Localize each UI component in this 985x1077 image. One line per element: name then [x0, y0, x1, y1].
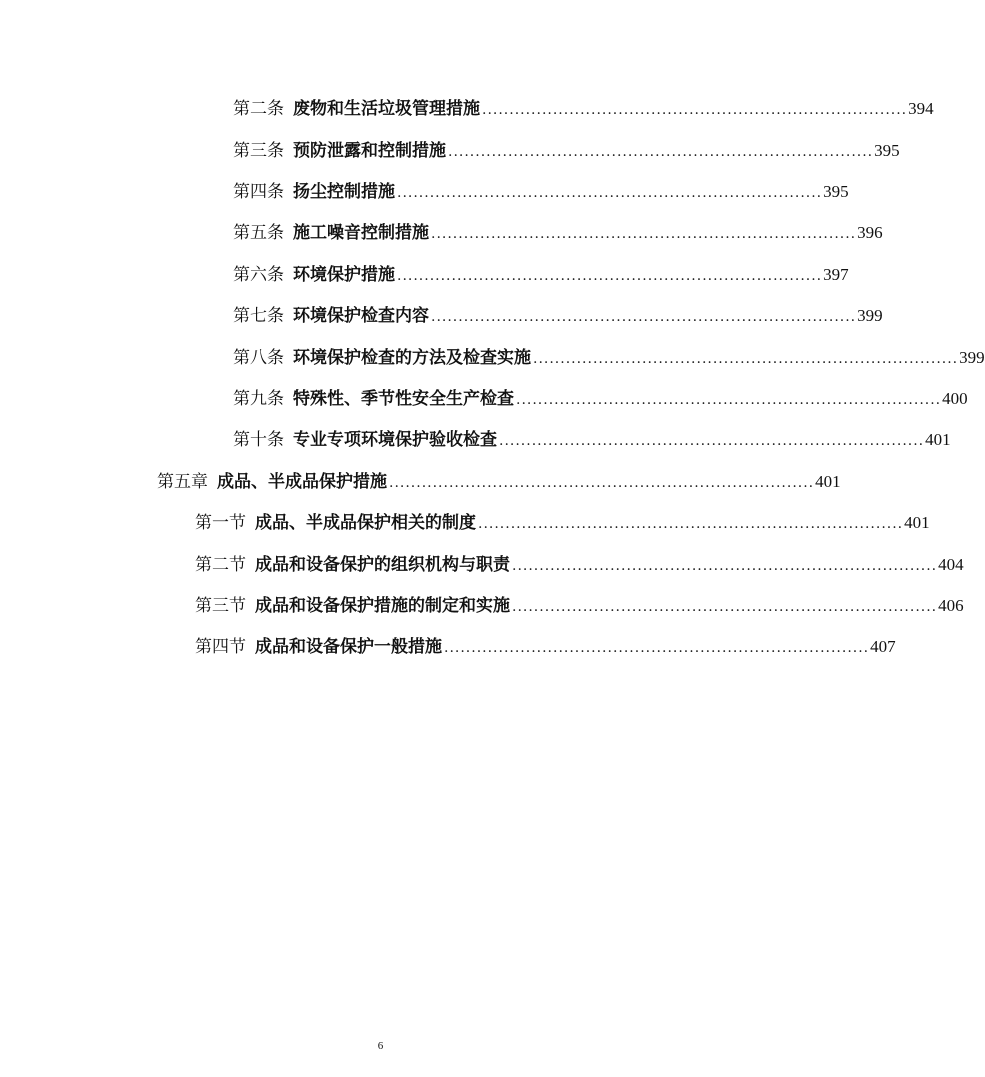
toc-entry-page: 401 [925, 430, 951, 449]
toc-entry-article-6[interactable] [233, 262, 849, 288]
toc-leader-dots: .............................................................................. [512, 558, 938, 574]
toc-entry-title: 专业专项环境保护验收检查 [293, 430, 497, 450]
toc-entry-title: 成品、半成品保护相关的制度 [255, 513, 476, 533]
toc-entry-title: 成品和设备保护的组织机构与职责 [255, 555, 510, 575]
toc-entry-number: 第四条 [233, 182, 284, 202]
toc-entry-number: 第一节 [195, 513, 246, 533]
toc-entry-section-3[interactable] [195, 593, 964, 619]
toc-entry-article-9[interactable] [233, 386, 968, 412]
toc-entry-number: 第八条 [233, 348, 284, 368]
toc-entry-page: 399 [857, 306, 883, 325]
toc-entry-page: 397 [823, 265, 849, 284]
toc-entry-number: 第五章 [157, 472, 208, 492]
toc-entry-title: 废物和生活垃圾管理措施 [293, 99, 480, 119]
toc-entry-page: 395 [874, 141, 900, 160]
toc-entry-page: 396 [857, 223, 883, 242]
toc-entry-section-2[interactable] [195, 552, 964, 578]
toc-entry-title: 特殊性、季节性安全生产检查 [293, 389, 514, 409]
toc-entry-page: 395 [823, 182, 849, 201]
toc-entry-number: 第四节 [195, 637, 246, 657]
toc-leader-dots: .............................................................................. [389, 475, 815, 491]
toc-leader-dots: .............................................................................. [431, 309, 857, 325]
toc-entry-number: 第十条 [233, 430, 284, 450]
toc-leader-dots: .............................................................................. [397, 268, 823, 284]
toc-leader-dots: .............................................................................. [516, 392, 942, 408]
toc-entry-title: 环境保护检查内容 [293, 306, 429, 326]
toc-entry-number: 第六条 [233, 265, 284, 285]
toc-entry-chapter-5[interactable] [157, 469, 841, 495]
toc-entry-article-8[interactable] [233, 345, 985, 371]
toc-entry-page: 400 [942, 389, 968, 408]
toc-entry-number: 第七条 [233, 306, 284, 326]
toc-leader-dots: .............................................................................. [444, 640, 870, 656]
toc-leader-dots: .............................................................................. [448, 144, 874, 160]
toc-entry-title: 施工噪音控制措施 [293, 223, 429, 243]
toc-entry-page: 407 [870, 637, 896, 656]
toc-leader-dots: .............................................................................. [431, 226, 857, 242]
toc-entry-title: 环境保护检查的方法及检查实施 [293, 348, 531, 368]
toc-entry-article-3[interactable] [233, 138, 900, 164]
toc-entry-page: 399 [959, 348, 985, 367]
toc-leader-dots: .............................................................................. [397, 185, 823, 201]
toc-entry-page: 401 [904, 513, 930, 532]
toc-entry-section-4[interactable] [195, 634, 896, 660]
toc-entry-article-4[interactable] [233, 179, 849, 205]
toc-entry-title: 扬尘控制措施 [293, 182, 395, 202]
toc-leader-dots: .............................................................................. [478, 516, 904, 532]
toc-entry-number: 第二节 [195, 555, 246, 575]
toc-entry-page: 394 [908, 99, 934, 118]
toc-entry-page: 401 [815, 472, 841, 491]
toc-entry-section-1[interactable] [195, 510, 930, 536]
toc-entry-article-2[interactable] [233, 96, 934, 122]
toc-entry-title: 成品、半成品保护措施 [217, 472, 387, 492]
toc-leader-dots: .............................................................................. [512, 599, 938, 615]
page-number: 6 [377, 1040, 384, 1052]
toc-entry-page: 406 [938, 596, 964, 615]
toc-entry-title: 成品和设备保护措施的制定和实施 [255, 596, 510, 616]
toc-entry-number: 第九条 [233, 389, 284, 409]
toc-entry-title: 预防泄露和控制措施 [293, 141, 446, 161]
toc-leader-dots: .............................................................................. [499, 433, 925, 449]
toc-entry-title: 环境保护措施 [293, 265, 395, 285]
toc-entry-number: 第三条 [233, 141, 284, 161]
toc-entry-number: 第五条 [233, 223, 284, 243]
toc-entry-number: 第三节 [195, 596, 246, 616]
toc-entry-page: 404 [938, 555, 964, 574]
toc-leader-dots: .............................................................................. [482, 102, 908, 118]
toc-entry-article-5[interactable] [233, 220, 883, 246]
toc-leader-dots: .............................................................................. [533, 351, 959, 367]
toc-entry-number: 第二条 [233, 99, 284, 119]
toc-entry-article-10[interactable] [233, 427, 951, 453]
toc-entry-title: 成品和设备保护一般措施 [255, 637, 442, 657]
toc-entry-article-7[interactable] [233, 303, 883, 329]
